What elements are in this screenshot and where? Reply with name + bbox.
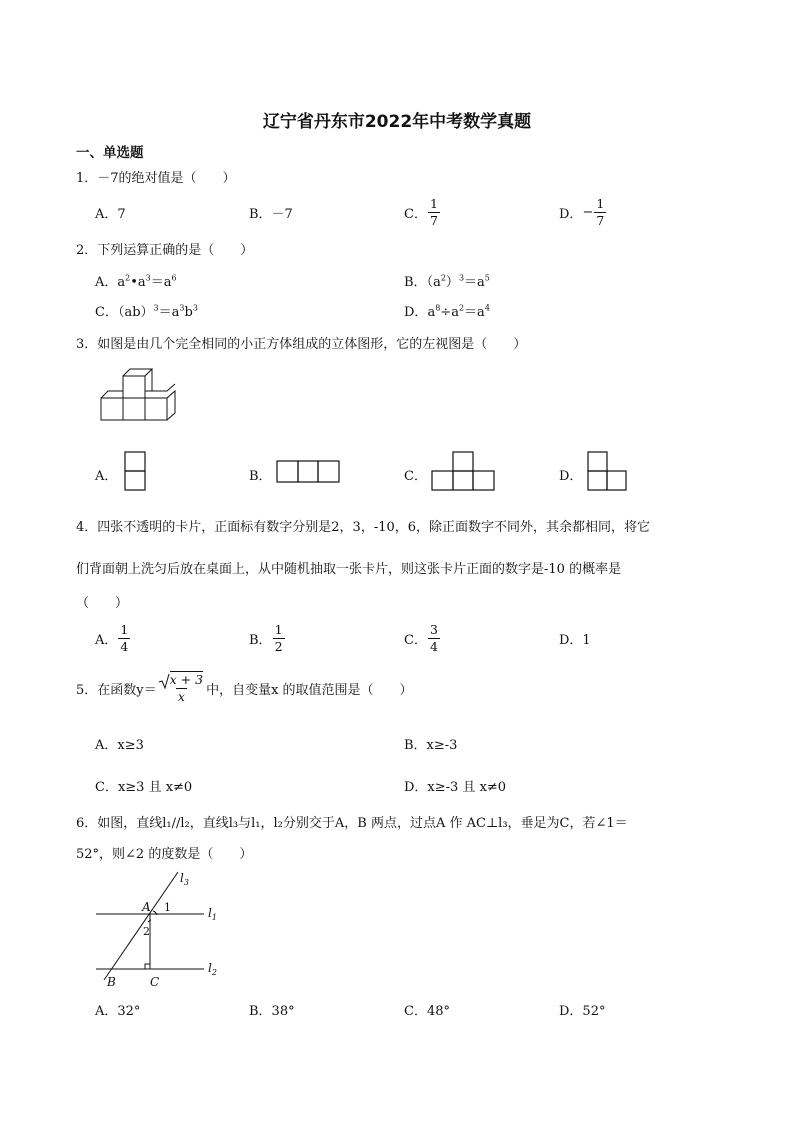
- q1-option-b: B．－7: [249, 207, 293, 222]
- parallel-lines-figure: [90, 868, 230, 990]
- q2-option-c: C．$(ab)^3=a^3b^3$: [95, 303, 198, 320]
- q6-option-a: A．32°: [95, 1004, 141, 1019]
- question-4-line2: 们背面朝上洗匀后放在桌面上，从中随机抽取一张卡片，则这张卡片正面的数字是-10 的概率是: [76, 562, 622, 577]
- q1-option-a: A．7: [95, 207, 126, 222]
- q4-option-b: B． $\frac{1}{2}$: [249, 622, 283, 654]
- q1-option-c-fraction: $\frac{1}{7}$: [429, 196, 438, 228]
- question-2-stem: 2．下列运算正确的是（ ）: [76, 243, 254, 258]
- sqrt-sign-icon: [158, 673, 170, 689]
- label-l2: $l_2$: [208, 961, 217, 977]
- q3-option-c-view: [431, 451, 497, 493]
- q3-option-a-label: A．: [95, 469, 118, 484]
- section-heading: 一、单选题: [76, 145, 144, 161]
- question-1-stem: 1．－7的绝对值是（ ）: [76, 171, 236, 186]
- right-angle-mark: [145, 964, 150, 969]
- q4-option-a-fraction: $\frac{1}{4}$: [120, 622, 129, 654]
- q2-option-a: A．$a^2•a^3=a^6$: [95, 273, 177, 290]
- q3-option-a-view: [124, 451, 148, 493]
- q5-option-c: C．x≥3 且 x≠0: [95, 780, 193, 795]
- q6-option-d: D．52°: [559, 1004, 606, 1019]
- question-4-line1: 4．四张不透明的卡片，正面标有数字分别是2，3，-10，6，除正面数字不同外，其余都相同，将它: [76, 520, 651, 535]
- q4-option-c: C． $\frac{3}{4}$: [404, 622, 438, 654]
- q2-option-d: D．$a^8\div a^2=a^4$: [404, 303, 490, 320]
- q1-option-c-label: C．: [404, 206, 427, 222]
- question-6-line1: 6．如图，直线l₁//l₂，直线l₃与l₁，l₂分别交于A，B 两点，过点A 作 AC⊥l₃，垂足为C，若∠1＝: [76, 816, 628, 831]
- q4-option-a: A． $\frac{1}{4}$: [95, 622, 129, 654]
- question-5-stem: 5．在函数y＝ $\frac{x + 3}{x}$ 中，自变量x 的取值范围是（ ）: [76, 672, 413, 704]
- q1-option-d: [559, 192, 607, 232]
- q5-option-a: A．x≥3: [95, 738, 144, 753]
- question-6-line2: 52°，则∠2 的度数是（ ）: [76, 847, 253, 862]
- q3-option-b-label: B．: [249, 469, 272, 484]
- q6-option-b: B．38°: [249, 1004, 295, 1019]
- label-a: A: [142, 900, 151, 914]
- q2-option-b: B．$(a^2)^3=a^5$: [404, 273, 490, 290]
- q4-option-b-fraction: $\frac{1}{2}$: [274, 622, 283, 654]
- q3-option-b-view: [276, 460, 342, 484]
- q6-option-c: C．48°: [404, 1004, 450, 1019]
- label-c: C: [150, 975, 160, 989]
- question-4-line3: （ ）: [76, 596, 129, 611]
- line-l3: [104, 872, 178, 980]
- label-angle-1: 1: [164, 901, 171, 914]
- label-l3: $l_3$: [180, 871, 189, 887]
- q3-option-c-label: C．: [404, 469, 427, 484]
- q4-option-c-fraction: $\frac{3}{4}$: [429, 622, 438, 654]
- cube-solid-figure: [98, 366, 178, 424]
- page-title: 辽宁省丹东市2022年中考数学真题: [262, 112, 532, 132]
- q3-option-d-view: [587, 451, 631, 493]
- q5-option-b: B．x≥-3: [404, 738, 458, 753]
- q5-option-d: D．x≥-3 且 x≠0: [404, 780, 507, 795]
- q1-option-d-sign: −: [582, 204, 594, 220]
- label-angle-2: 2: [143, 925, 150, 938]
- q5-function-fraction: $\frac{x + 3}{x}$: [158, 673, 205, 702]
- q1-option-d-label: D．: [559, 206, 583, 222]
- label-b: B: [107, 975, 116, 989]
- question-3-stem: 3．如图是由几个完全相同的小正方体组成的立体图形，它的左视图是（ ）: [76, 337, 527, 352]
- q1-option-d-fraction: $\frac{1}{7}$: [596, 196, 605, 228]
- q4-option-d: D．1: [559, 633, 591, 648]
- q1-option-c: [404, 192, 441, 232]
- q3-option-d-label: D．: [559, 469, 583, 484]
- label-l1: $l_1$: [208, 906, 217, 922]
